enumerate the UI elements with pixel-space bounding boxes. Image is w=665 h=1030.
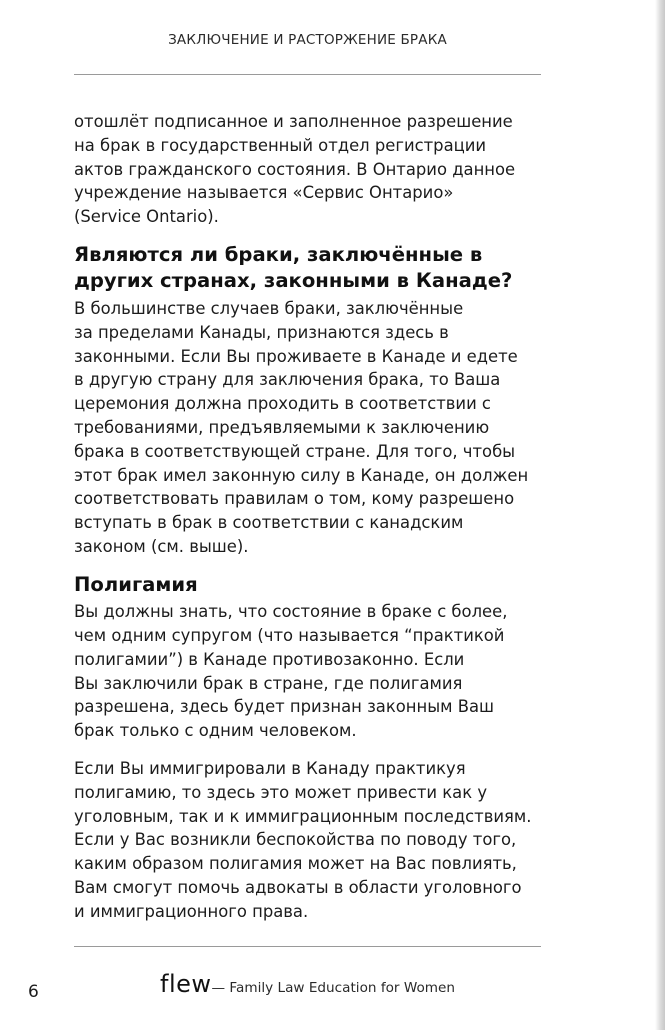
intro-paragraph: отошлёт подписанное и заполненное разрешение на брак в государственный отдел регистрации актов гражданского состояния. В Онтарио данное учреждение называется «Сервис Онтарио» (Service Ontario).: [74, 112, 516, 227]
polygamy-paragraph-1: Вы должны знать, что состояние в браке с более, чем одним супругом (что называется “практикой полигамии”) в Канаде противозаконно. Если Вы заключили брак в стране, где полигамия разрешена, здесь будет признан законным Ваш брак только с одним человеком.: [74, 602, 508, 741]
section-heading-polygamy: Полигамия: [74, 572, 198, 596]
header-divider: [74, 74, 541, 75]
running-header: ЗАКЛЮЧЕНИЕ И РАСТОРЖЕНИЕ БРАКА: [168, 32, 447, 48]
page-body: [74, 110, 544, 924]
footer-brand: [160, 970, 455, 998]
brand-tagline: — Family Law Education for Women: [211, 980, 456, 996]
polygamy-paragraph-2: Если Вы иммигрировали в Канаду практикуя полигамию, то здесь это может привести как у уголовным, так и к иммиграционным последствиям. Если у Вас возникли беспокойства по поводу того, каким образом полигамия может на Вас повлиять, Вам смогут помочь адвокаты в области уголовного и иммиграционного права.: [74, 759, 532, 921]
foreign-marriages-paragraph: В большинстве случаев браки, заключённые за пределами Канады, признаются здесь в законными. Если Вы проживаете в Канаде и едете в другую страну для заключения брака, то Ваша церемония должна проходить в соответствии с требованиями, предъявляемыми к заключению брака в соответствующей стране. Для того, чтобы этот брак имел законную силу в Канаде, он должен соответствовать правилам о том, кому разрешено вступать в брак в соответствии с канадским законом (см. выше).: [74, 298, 529, 556]
page-edge-shadow: [655, 0, 665, 1030]
page-number: 6: [28, 982, 39, 1002]
flew-logo: flew: [160, 970, 212, 998]
footer-divider: [74, 946, 541, 947]
section-heading-foreign-marriages: Являются ли браки, заключённые в других странах, законными в Канаде?: [74, 242, 513, 293]
